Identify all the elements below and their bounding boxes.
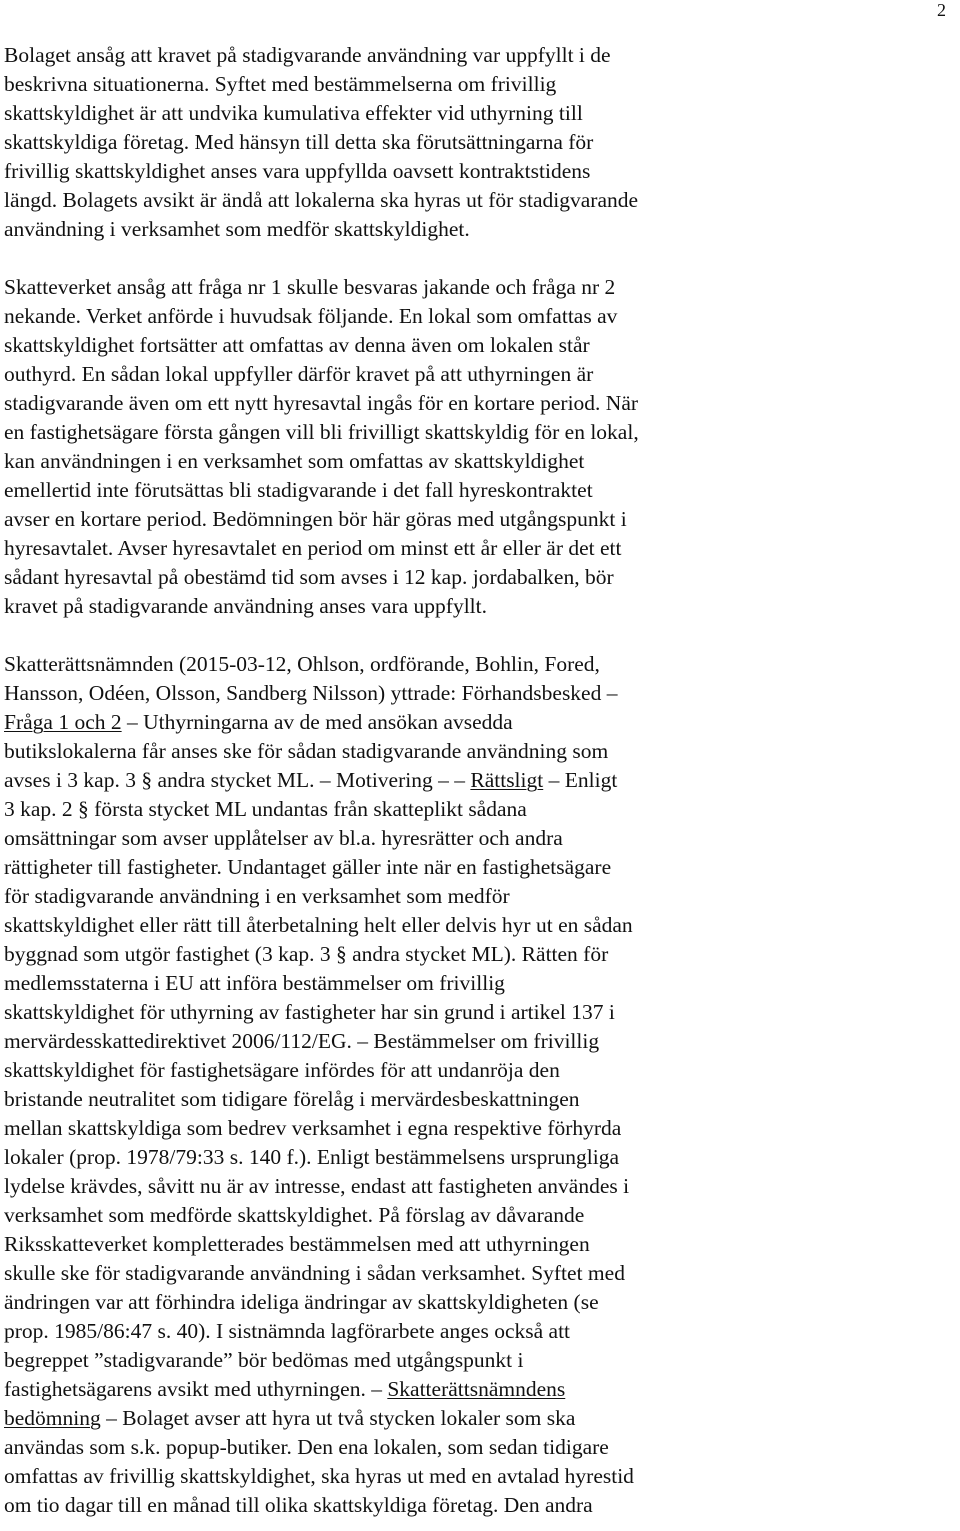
text-segment: användas som s.k. popup-butiker. Den ena lokalen, som sedan tidigare <box>4 1435 609 1459</box>
text-segment: lydelse krävdes, såvitt nu är av intresse, endast att fastigheten användes i <box>4 1174 630 1198</box>
text-segment: avser en kortare period. Bedömningen bör här göras med utgångspunkt i <box>4 507 627 531</box>
text-line <box>4 592 954 621</box>
text-line <box>4 1143 954 1172</box>
text-line <box>4 389 954 418</box>
text-line <box>4 476 954 505</box>
text-line <box>4 563 954 592</box>
text-segment: en fastighetsägare första gången vill bli frivilligt skattskyldig för en lokal, <box>4 420 639 444</box>
text-line <box>4 882 954 911</box>
text-segment: emellertid inte förutsättas bli stadigvarande i det fall hyreskontraktet <box>4 478 593 502</box>
text-segment: prop. 1985/86:47 s. 40). I sistnämnda lagförarbete anges också att <box>4 1319 571 1343</box>
text-line <box>4 1027 954 1056</box>
text-segment: medlemsstaterna i EU att införa bestämmelser om frivillig <box>4 971 505 995</box>
text-segment: butikslokalerna får anses ske för sådan stadigvarande användning som <box>4 739 609 763</box>
text-segment: användning i verksamhet som medför skattskyldighet. <box>4 217 470 241</box>
text-segment: skattskyldighet eller rätt till återbetalning helt eller delvis hyr ut en sådan <box>4 913 633 937</box>
text-line <box>4 1462 954 1491</box>
text-line <box>4 70 954 99</box>
text-segment: skattskyldighet är att undvika kumulativa effekter vid uthyrning till <box>4 101 583 125</box>
text-line <box>4 824 954 853</box>
text-line <box>4 1375 954 1404</box>
text-line <box>4 1288 954 1317</box>
text-segment: kravet på stadigvarande användning anses vara uppfyllt. <box>4 594 487 618</box>
text-segment: avses i 3 kap. 3 § andra stycket ML. – Motivering – – <box>4 768 471 792</box>
text-segment: verksamhet som medförde skattskyldighet. På förslag av dåvarande <box>4 1203 585 1227</box>
text-line <box>4 186 954 215</box>
text-line <box>4 1056 954 1085</box>
text-line <box>4 1230 954 1259</box>
text-line <box>4 1491 954 1520</box>
text-segment: Skatteverket ansåg att fråga nr 1 skulle besvaras jakande och fråga nr 2 <box>4 275 616 299</box>
text-segment: – Enligt <box>543 768 618 792</box>
text-segment: beskrivna situationerna. Syftet med bestämmelserna om frivillig <box>4 72 557 96</box>
text-segment: Skatterättsnämnden (2015-03-12, Ohlson, ordförande, Bohlin, Fored, <box>4 652 600 676</box>
text-segment: skulle ske för stadigvarande användning i sådan verksamhet. Syftet med <box>4 1261 625 1285</box>
text-segment: 3 kap. 2 § första stycket ML undantas från skatteplikt sådana <box>4 797 527 821</box>
text-line <box>4 447 954 476</box>
text-line <box>4 99 954 128</box>
text-line <box>4 1114 954 1143</box>
text-segment: Riksskatteverket kompletterades bestämmelsen med att uthyrningen <box>4 1232 590 1256</box>
text-segment: – Bolaget avser att hyra ut två stycken lokaler som ska <box>100 1406 576 1430</box>
text-line <box>4 1085 954 1114</box>
text-segment: mellan skattskyldiga som bedrev verksamhet i egna respektive förhyrda <box>4 1116 622 1140</box>
text-segment: kan användningen i en verksamhet som omfattas av skattskyldighet <box>4 449 585 473</box>
paragraph-gap <box>4 621 954 650</box>
text-line <box>4 534 954 563</box>
text-line <box>4 360 954 389</box>
text-segment: lokaler (prop. 1978/79:33 s. 140 f.). Enligt bestämmelsens ursprungliga <box>4 1145 620 1169</box>
text-line <box>4 1317 954 1346</box>
text-line <box>4 331 954 360</box>
page-number: 2 <box>937 0 946 20</box>
text-line <box>4 650 954 679</box>
text-segment: längd. Bolagets avsikt är ändå att lokalerna ska hyras ut för stadigvarande <box>4 188 639 212</box>
text-line <box>4 1346 954 1375</box>
text-line <box>4 1259 954 1288</box>
text-line <box>4 998 954 1027</box>
text-line <box>4 128 954 157</box>
text-segment: skattskyldiga företag. Med hänsyn till detta ska förutsättningarna för <box>4 130 594 154</box>
text-segment: stadigvarande även om ett nytt hyresavtal ingås för en kortare period. När <box>4 391 639 415</box>
text-line <box>4 41 954 70</box>
paragraph <box>4 650 954 1520</box>
text-segment: begreppet ”stadigvarande” bör bedömas med utgångspunkt i <box>4 1348 524 1372</box>
underlined-heading: bedömning <box>4 1406 101 1430</box>
text-line <box>4 1433 954 1462</box>
text-segment: nekande. Verket anförde i huvudsak följande. En lokal som omfattas av <box>4 304 618 328</box>
document-body <box>4 41 954 1520</box>
text-segment: skattskyldighet för fastighetsägare infördes för att undanröja den <box>4 1058 560 1082</box>
paragraph <box>4 41 954 244</box>
underlined-heading: Fråga 1 och 2 <box>4 710 122 734</box>
text-line <box>4 418 954 447</box>
text-segment: omsättningar som avser upplåtelser av bl.a. hyresrätter och andra <box>4 826 563 850</box>
text-segment: skattskyldighet för uthyrning av fastigheter har sin grund i artikel 137 i <box>4 1000 615 1024</box>
text-segment: outhyrd. En sådan lokal uppfyller därför kravet på att uthyrningen är <box>4 362 594 386</box>
text-segment: fastighetsägarens avsikt med uthyrningen. – <box>4 1377 388 1401</box>
text-segment: omfattas av frivillig skattskyldighet, ska hyras ut med en avtalad hyrestid <box>4 1464 634 1488</box>
text-segment: sådant hyresavtal på obestämd tid som avses i 12 kap. jordabalken, bör <box>4 565 614 589</box>
text-line <box>4 940 954 969</box>
text-line <box>4 853 954 882</box>
text-segment: byggnad som utgör fastighet (3 kap. 3 § andra stycket ML). Rätten för <box>4 942 609 966</box>
paragraph <box>4 273 954 621</box>
text-line <box>4 1404 954 1433</box>
underlined-heading: Rättsligt <box>470 768 544 792</box>
text-line <box>4 273 954 302</box>
text-line <box>4 157 954 186</box>
text-line <box>4 505 954 534</box>
text-segment: rättigheter till fastigheter. Undantaget gäller inte när en fastighetsägare <box>4 855 612 879</box>
text-segment: hyresavtalet. Avser hyresavtalet en period om minst ett år eller är det ett <box>4 536 622 560</box>
underlined-heading: Skatterättsnämndens <box>387 1377 566 1401</box>
text-segment: Hansson, Odéen, Olsson, Sandberg Nilsson) yttrade: Förhandsbesked – <box>4 681 618 705</box>
text-line <box>4 911 954 940</box>
text-line <box>4 1172 954 1201</box>
text-segment: bristande neutralitet som tidigare förelåg i mervärdesbeskattningen <box>4 1087 580 1111</box>
text-segment: frivillig skattskyldighet anses vara uppfyllda oavsett kontraktstidens <box>4 159 591 183</box>
text-line <box>4 969 954 998</box>
text-line <box>4 795 954 824</box>
text-line <box>4 302 954 331</box>
text-segment: om tio dagar till en månad till olika skattskyldiga företag. Den andra <box>4 1493 593 1517</box>
text-line <box>4 766 954 795</box>
text-segment: mervärdesskattedirektivet 2006/112/EG. – Bestämmelser om frivillig <box>4 1029 600 1053</box>
text-line <box>4 1201 954 1230</box>
text-line <box>4 737 954 766</box>
text-segment: – Uthyrningarna av de med ansökan avsedda <box>121 710 513 734</box>
text-segment: skattskyldighet fortsätter att omfattas av denna även om lokalen står <box>4 333 590 357</box>
text-segment: Bolaget ansåg att kravet på stadigvarande användning var uppfyllt i de <box>4 43 611 67</box>
paragraph-gap <box>4 244 954 273</box>
text-line <box>4 708 954 737</box>
text-line <box>4 215 954 244</box>
text-segment: ändringen var att förhindra ideliga ändringar av skattskyldigheten (se <box>4 1290 599 1314</box>
text-line <box>4 679 954 708</box>
text-segment: för stadigvarande användning i en verksamhet som medför <box>4 884 510 908</box>
